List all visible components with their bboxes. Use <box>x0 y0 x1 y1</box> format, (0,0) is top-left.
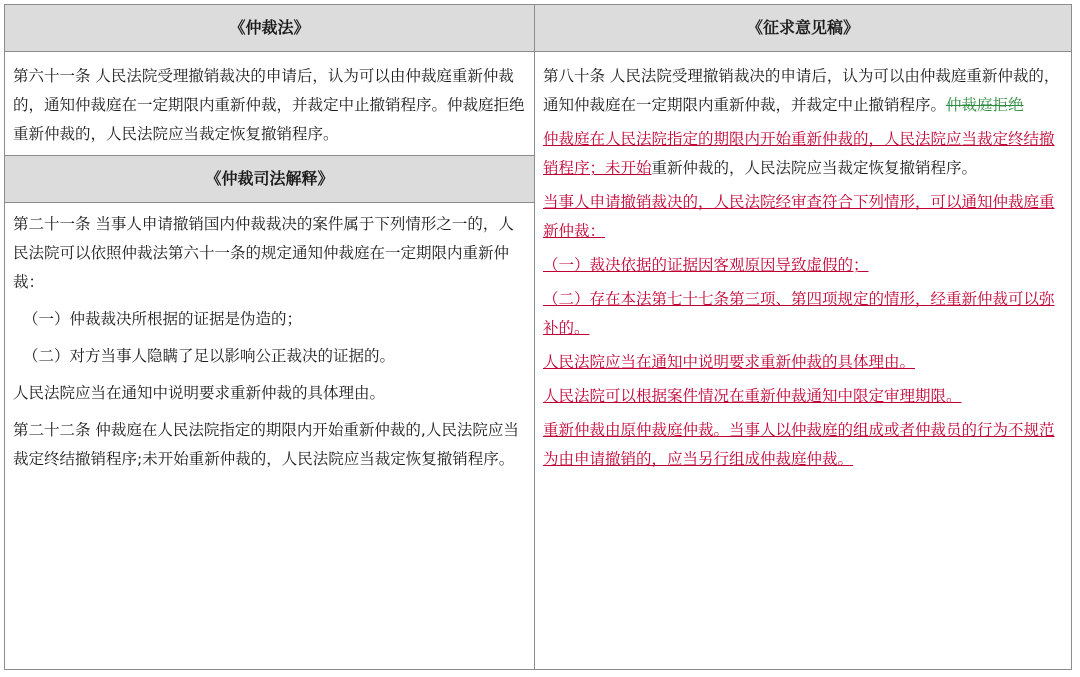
article-80-added: 仲裁庭在人民法院指定的期限内开始重新仲裁的，人民法院应当裁定终结撤销程序；未开始 <box>543 130 1055 177</box>
draft-cell <box>535 52 1071 478</box>
article-80-continuation <box>543 125 1065 183</box>
article-80-text <box>543 62 1065 120</box>
article-80-tail: 重新仲裁的，人民法院应当裁定恢复撤销程序。 <box>651 159 978 177</box>
judicial-interpretation-cell <box>5 203 534 478</box>
header-judicial-interpretation: 《仲裁司法解释》 <box>5 155 534 203</box>
header-draft: 《征求意见稿》 <box>535 5 1071 52</box>
draft-para-3: （一）裁决依据的证据因客观原因导致虚假的； <box>543 256 869 274</box>
article-80-plain: 第八十条 人民法院受理撤销裁决的申请后，认为可以由仲裁庭重新仲裁的，通知仲裁庭在一定期限内重新仲裁，并裁定中止撤销程序。 <box>543 67 1060 114</box>
reason-text: 人民法院应当在通知中说明要求重新仲裁的具体理由。 <box>13 384 386 402</box>
article-80-deleted: 仲裁庭拒绝 <box>946 96 1024 114</box>
article-61-text: 第六十一条 人民法院受理撤销裁决的申请后，认为可以由仲裁庭重新仲裁的，通知仲裁庭在一定期限内重新仲裁，并裁定中止撤销程序。仲裁庭拒绝重新仲裁的，人民法院应当裁定恢复撤销程序。 <box>13 67 525 143</box>
left-column <box>5 5 535 669</box>
header-arbitration-law: 《仲裁法》 <box>5 5 534 52</box>
article-22-text: 第二十二条 仲裁庭在人民法院指定的期限内开始重新仲裁的,人民法院应当裁定终结撤销程序;未开始重新仲裁的，人民法院应当裁定恢复撤销程序。 <box>13 421 519 468</box>
comparison-table <box>4 4 1072 670</box>
draft-para-7: 重新仲裁由原仲裁庭仲裁。当事人以仲裁庭的组成或者仲裁员的行为不规范为由申请撤销的，应当另行组成仲裁庭仲裁。 <box>543 421 1055 468</box>
item-2-text: （二）对方当事人隐瞒了足以影响公正裁决的证据的。 <box>23 347 396 365</box>
right-column <box>535 5 1071 669</box>
article-21-text: 第二十一条 当事人申请撤销国内仲裁裁决的案件属于下列情形之一的，人民法院可以依照仲裁法第六十一条的规定通知仲裁庭在一定期限内重新仲裁： <box>13 215 514 291</box>
draft-para-6: 人民法院可以根据案件情况在重新仲裁通知中限定审理期限。 <box>543 387 962 405</box>
draft-para-2: 当事人申请撤销裁决的，人民法院经审查符合下列情形，可以通知仲裁庭重新仲裁： <box>543 193 1055 240</box>
draft-para-5: 人民法院应当在通知中说明要求重新仲裁的具体理由。 <box>543 353 916 371</box>
draft-para-4: （二）存在本法第七十七条第三项、第四项规定的情形，经重新仲裁可以弥补的。 <box>543 290 1055 337</box>
article-61-cell <box>5 52 534 155</box>
item-1-text: （一）仲裁裁决所根据的证据是伪造的； <box>23 310 303 328</box>
